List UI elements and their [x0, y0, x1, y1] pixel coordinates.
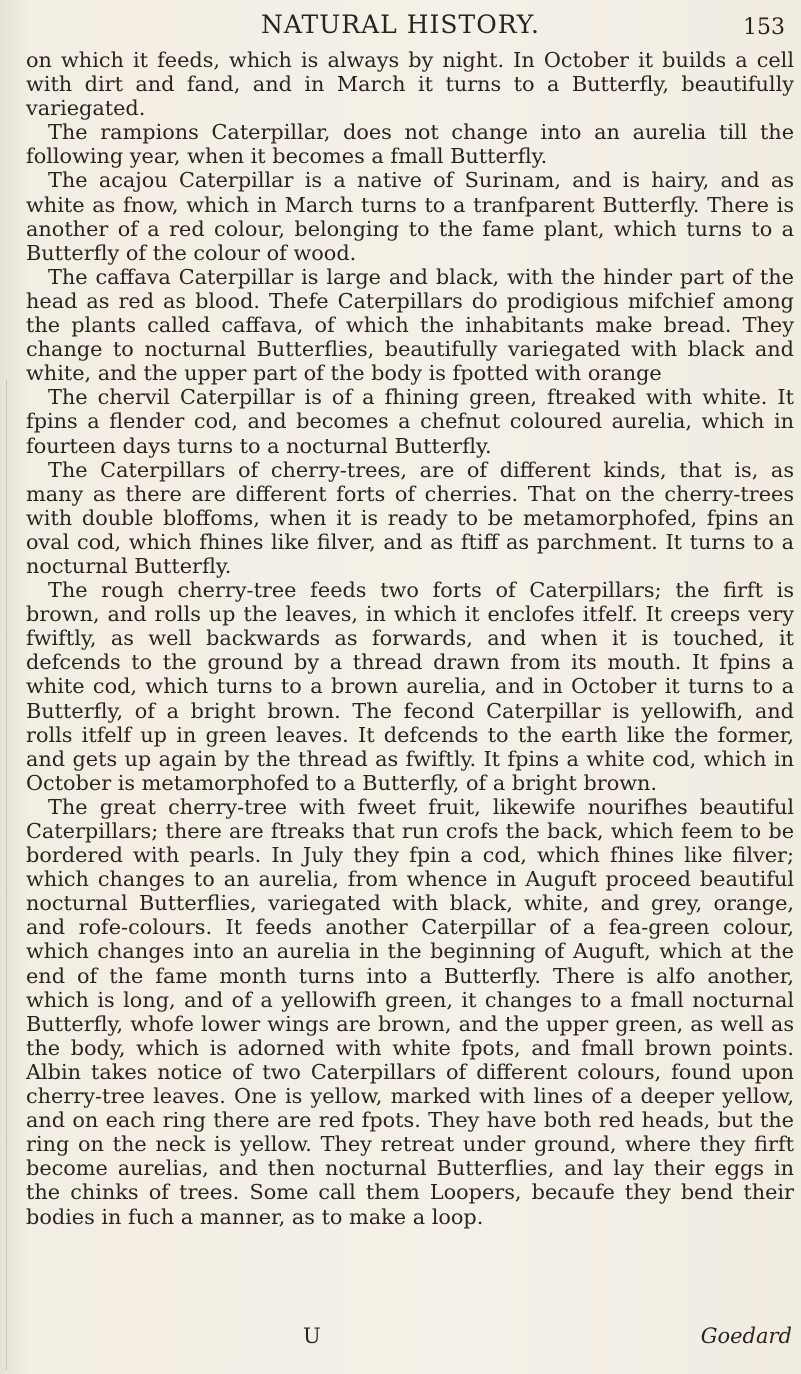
paragraph-cassava: The caffava Caterpillar is large and black, with the hinder part of the head as red as blood. Thefe Caterpillars do prodigious mifchief among the plants called caffava, of which the inhabitants make bread. They change to nocturnal Butterflies, beautifully variegated with black and white, and the upper part of the body is fpotted with orange	[26, 264, 794, 386]
paragraph-continuation: on which it feeds, which is always by night. In October it builds a cell with dirt and fand, and in March it turns to a Butterfly, beautifully variegated.	[26, 48, 794, 121]
paragraph-cherry-trees: The Caterpillars of cherry-trees, are of different kinds, that is, as many as there are different forts of cherries. That on the cherry-trees with double bloffoms, when it is ready to be metamorphofed, fpins an oval cod, which fhines like filver, and as ftiff as parchment. It turns to a nocturnal Butterfly.	[26, 457, 794, 578]
page-footer	[26, 1324, 794, 1354]
paragraph-rough-cherry: The rough cherry-tree feeds two forts of Caterpillars; the firft is brown, and rolls up the leaves, in which it enclofes itfelf. It creeps very fwiftly, as well backwards as forwards, and when it is touched, it defcends to the ground by a thread drawn from its mouth. It fpins a white cod, which turns to a brown aurelia, and in October it turns to a Butterfly, of a bright brown. The fecond Caterpillar is yellowifh, and rolls itfelf up in green leaves. It defcends to the earth like the former, and gets up again by the thread as fwiftly. It fpins a white cod, which in October is metamorphofed to a Butterfly, of a bright brown.	[26, 578, 794, 795]
paragraph-rampions: The rampions Caterpillar, does not change into an aurelia till the following year, when it becomes a fmall Butterfly.	[26, 120, 794, 169]
paragraph-chervil: The chervil Caterpillar is of a fhining green, ftreaked with white. It fpins a flender cod, and becomes a chefnut coloured aurelia, which in fourteen days turns to a nocturnal Butterfly.	[26, 385, 794, 458]
paragraph-great-cherry: The great cherry-tree with fweet fruit, likewife nourifhes beautiful Caterpillars; there are ftreaks that run crofs the back, which feem to be bordered with pearls. In July they fpin a cod, which fhines like filver; which changes to an aurelia, from whence in Auguft proceed beautiful nocturnal Butterflies, variegated with black, white, and grey, orange, and rofe-colours. It feeds another Caterpillar of a fea-green colour, which changes into an aurelia in the beginning of Auguft, which at the end of the fame month turns into a Butterfly. There is alfo another, which is long, and of a yellowifh green, it changes to a fmall nocturnal Butterfly, whofe lower wings are brown, and the upper green, as well as the body, which is adorned with white fpots, and fmall brown points. Albin takes notice of two Caterpillars of different colours, found upon cherry-tree leaves. One is yellow, marked with lines of a deeper yellow, and on each ring there are red fpots. They have both red heads, but the ring on the neck is yellow. They retreat under ground, where they firft become aurelias, and then nocturnal Butterflies, and lay their eggs in the chinks of trees. Some call them Loopers, becaufe they bend their bodies in fuch a manner, as to make a loop.	[26, 794, 794, 1229]
body-text	[26, 48, 794, 1229]
running-head: NATURAL HISTORY.	[261, 10, 540, 39]
paragraph-acajou: The acajou Caterpillar is a native of Surinam, and is hairy, and as white as fnow, which in March turns to a tranfparent Butterfly. There is another of a red colour, belonging to the fame plant, which turns to a Butterfly of the colour of wood.	[26, 168, 794, 265]
signature-mark: U	[303, 1324, 321, 1348]
catchword: Goedard	[700, 1324, 792, 1348]
page-header	[0, 4, 801, 54]
gutter-shadow	[6, 380, 7, 1370]
page-number: 153	[743, 15, 785, 40]
